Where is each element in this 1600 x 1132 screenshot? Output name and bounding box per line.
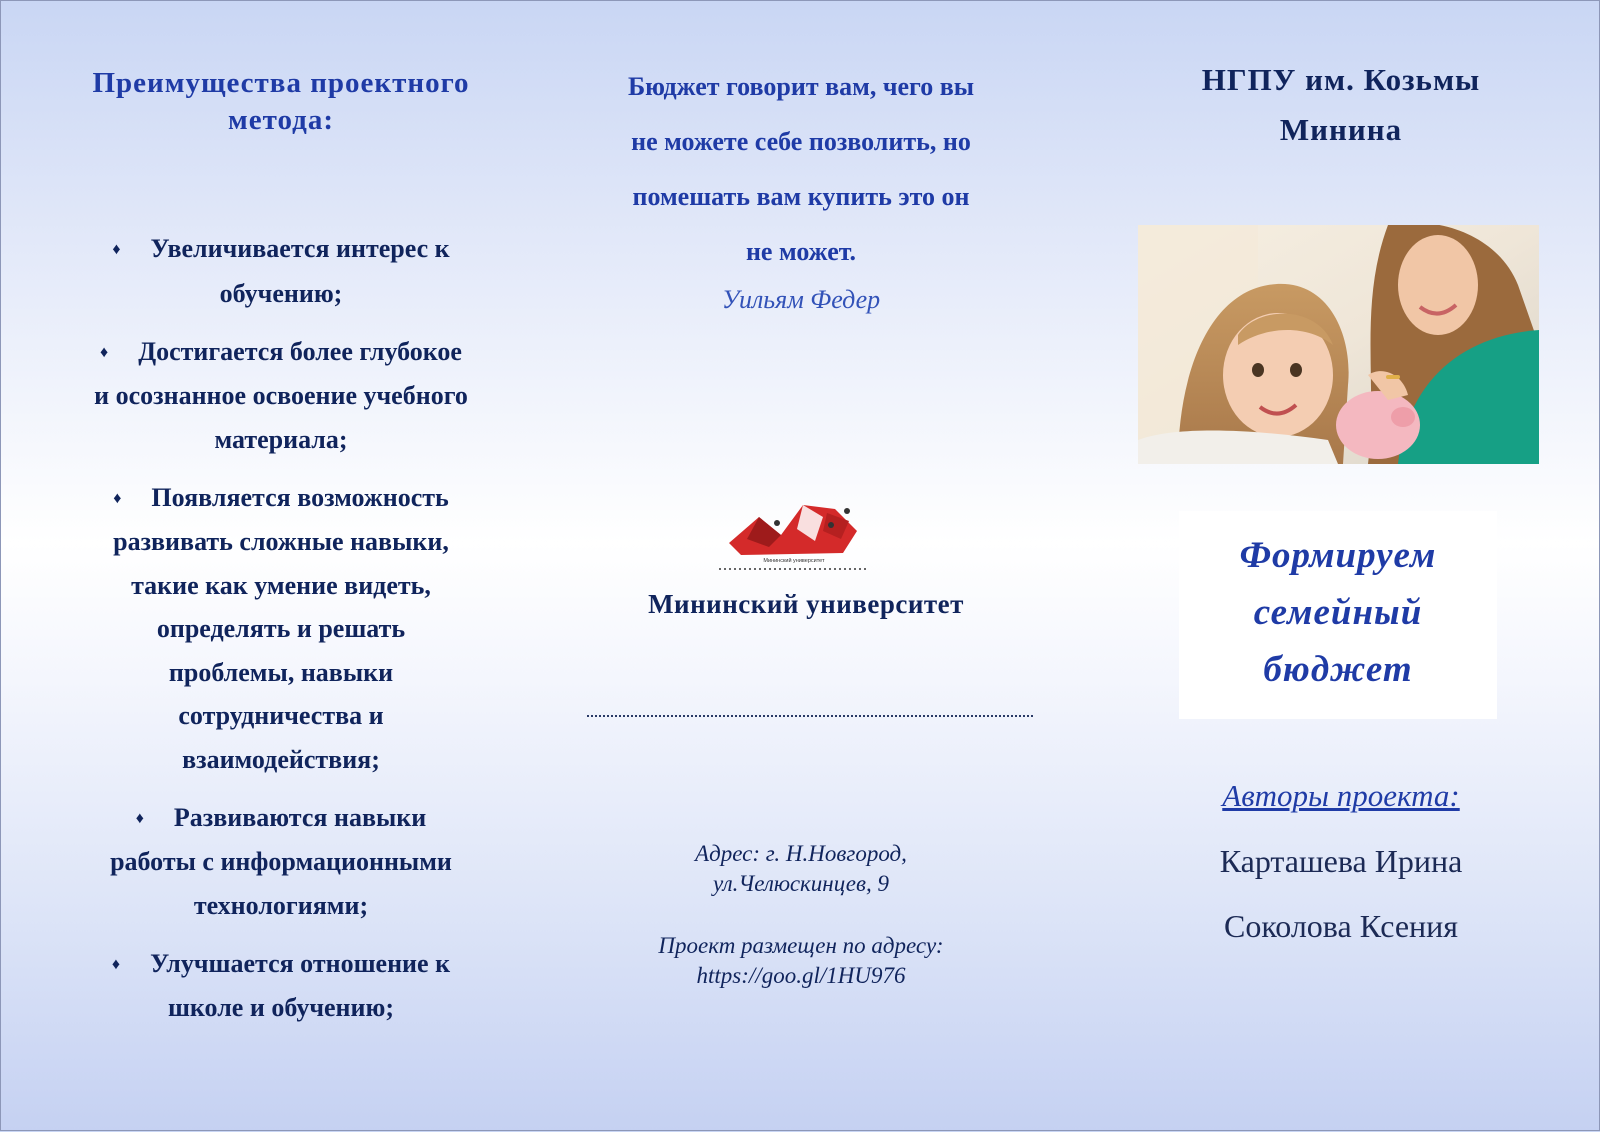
- author-name: Соколова Ксения: [1223, 908, 1458, 944]
- diamond-bullet-icon: ♦: [100, 343, 109, 361]
- logo-dot: [844, 508, 850, 514]
- logo-dot: [774, 520, 780, 526]
- diamond-bullet-icon: ♦: [111, 955, 121, 973]
- benefits-heading: Преимущества проектного метода:: [92, 67, 470, 136]
- logo-dot: [828, 522, 834, 528]
- piggy-snout: [1391, 407, 1415, 427]
- girl-eye-left: [1252, 363, 1264, 377]
- address: Адрес: г. Н.Новгород, ул.Челюскинцев, 9: [695, 841, 907, 896]
- coin: [1386, 375, 1400, 379]
- mother-daughter-photo: [1138, 225, 1539, 464]
- university-name: Мининский университет: [648, 589, 964, 619]
- girl-eye-right: [1290, 363, 1302, 377]
- benefits-list: [61, 227, 501, 1044]
- project-location: Проект размещен по адресу: https://goo.gl/1HU976: [571, 931, 1031, 991]
- diamond-bullet-icon: ♦: [113, 489, 122, 507]
- diamond-bullet-icon: ♦: [112, 241, 121, 258]
- mother-face: [1398, 235, 1478, 335]
- logo-caption: Мининский университет: [763, 558, 825, 564]
- list-item: ♦ Улучшается отношение к школе и обучению;: [61, 942, 501, 1030]
- brochure-title: Формируем семейный бюджет: [1179, 511, 1497, 719]
- author-name: Карташева Ирина: [1219, 843, 1463, 879]
- authors-label: Авторы проекта:: [1222, 778, 1460, 813]
- project-link[interactable]: https://goo.gl/1HU976: [696, 963, 906, 988]
- middle-panel: [571, 1, 1031, 1132]
- right-panel: [1121, 1, 1561, 1132]
- list-item: ♦ Достигается более глубокое и осознанное освоение учебного материала;: [61, 330, 501, 462]
- left-panel: [61, 1, 501, 1132]
- quote-author: Уильям Федер: [721, 285, 881, 314]
- list-item: ♦ Увеличивается интерес к обучению;: [61, 227, 501, 315]
- university-title: НГПУ им. Козьмы Минина: [1201, 62, 1481, 147]
- dotted-divider: [587, 715, 1033, 717]
- diamond-bullet-icon: ♦: [135, 809, 144, 827]
- quote: Бюджет говорит вам, чего вы не можете себе позволить, но помешать вам купить это он не может.: [627, 72, 975, 266]
- list-item: ♦ Развиваются навыки работы с информационными технологиями;: [61, 796, 501, 928]
- list-item: ♦ Появляется возможность развивать сложные навыки, такие как умение видеть, определять и решать проблемы, навыки сотрудничества и взаимодействия;: [61, 476, 501, 782]
- university-logo-icon: [719, 495, 869, 575]
